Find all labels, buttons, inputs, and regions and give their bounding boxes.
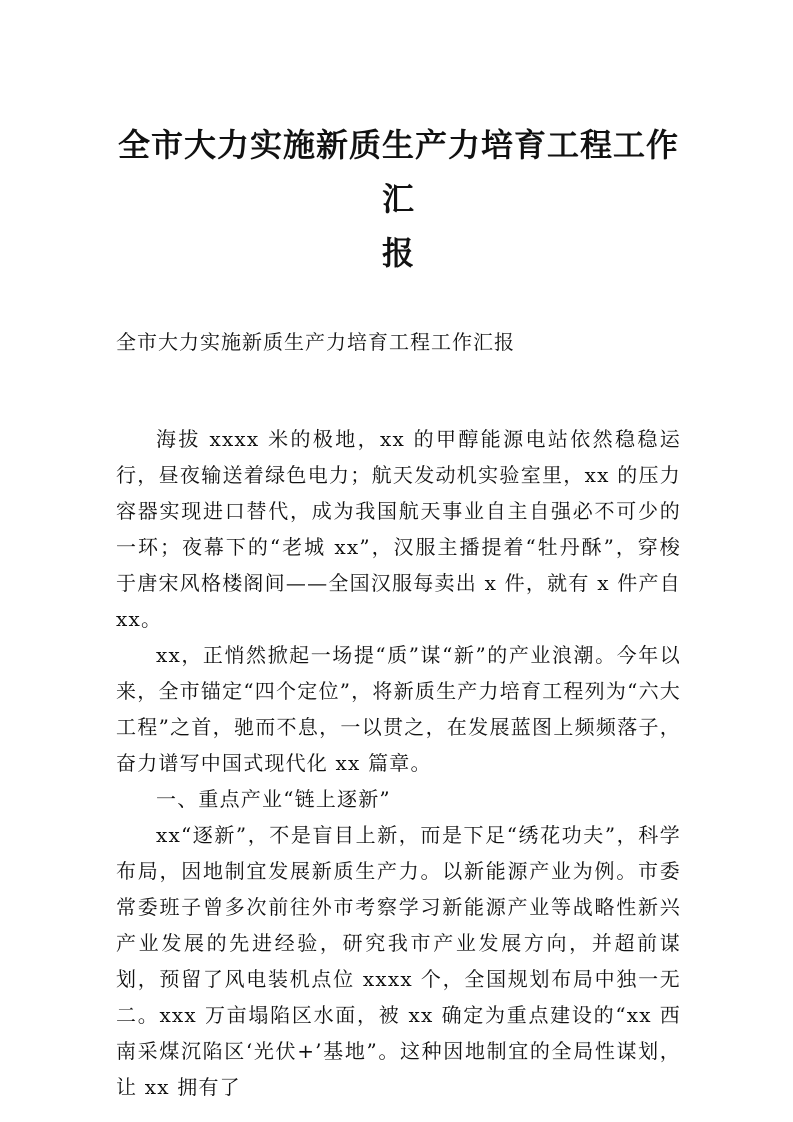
body-paragraph-3: xx“逐新”，不是盲目上新，而是下足“绣花功夫”，科学布局，因地制宜发展新质生产力。以新能源产业为例。市委常委班子曾多次前往外市考察学习新能源产业等战略性新兴产业发展的先进经验，研究我市产业发展方向，并超前谋划，预留了风电装机点位 xxxx 个，全国规划布局中独一无二。xxx 万亩塌陷区水面，被 xx 确定为重点建设的“xx 西南采煤沉陷区‘光伏+’基地”。这种因地制宜的全局性谋划，让 xx 拥有了 [116,823,681,1099]
document-subtitle: 全市大力实施新质生产力培育工程工作汇报 [116,330,515,354]
document-title-line-2: 报 [381,234,415,272]
document-title [116,118,681,280]
document-title-line-1: 全市大力实施新质生产力培育工程工作汇 [117,126,679,218]
document-body [116,421,681,1105]
body-paragraph-2: xx，正悄然掀起一场提“质”谋“新”的产业浪潮。今年以来，全市锚定“四个定位”，将新质生产力培育工程列为“六大工程”之首，驰而不息，一以贯之，在发展蓝图上频频落子，奋力谱写中国式现代化 xx 篇章。 [116,643,681,775]
section-heading: 一、重点产业“链上逐新” [156,787,391,811]
body-paragraph-1: 海拔 xxxx 米的极地，xx 的甲醇能源电站依然稳稳运行，昼夜输送着绿色电力；航天发动机实验室里，xx 的压力容器实现进口替代，成为我国航天事业自主自强必不可少的一环；夜幕下的“老城 xx”，汉服主播提着“牡丹酥”，穿梭于唐宋风格楼阁间——全国汉服每卖出 x 件，就有 x 件产自 xx。 [116,427,681,631]
